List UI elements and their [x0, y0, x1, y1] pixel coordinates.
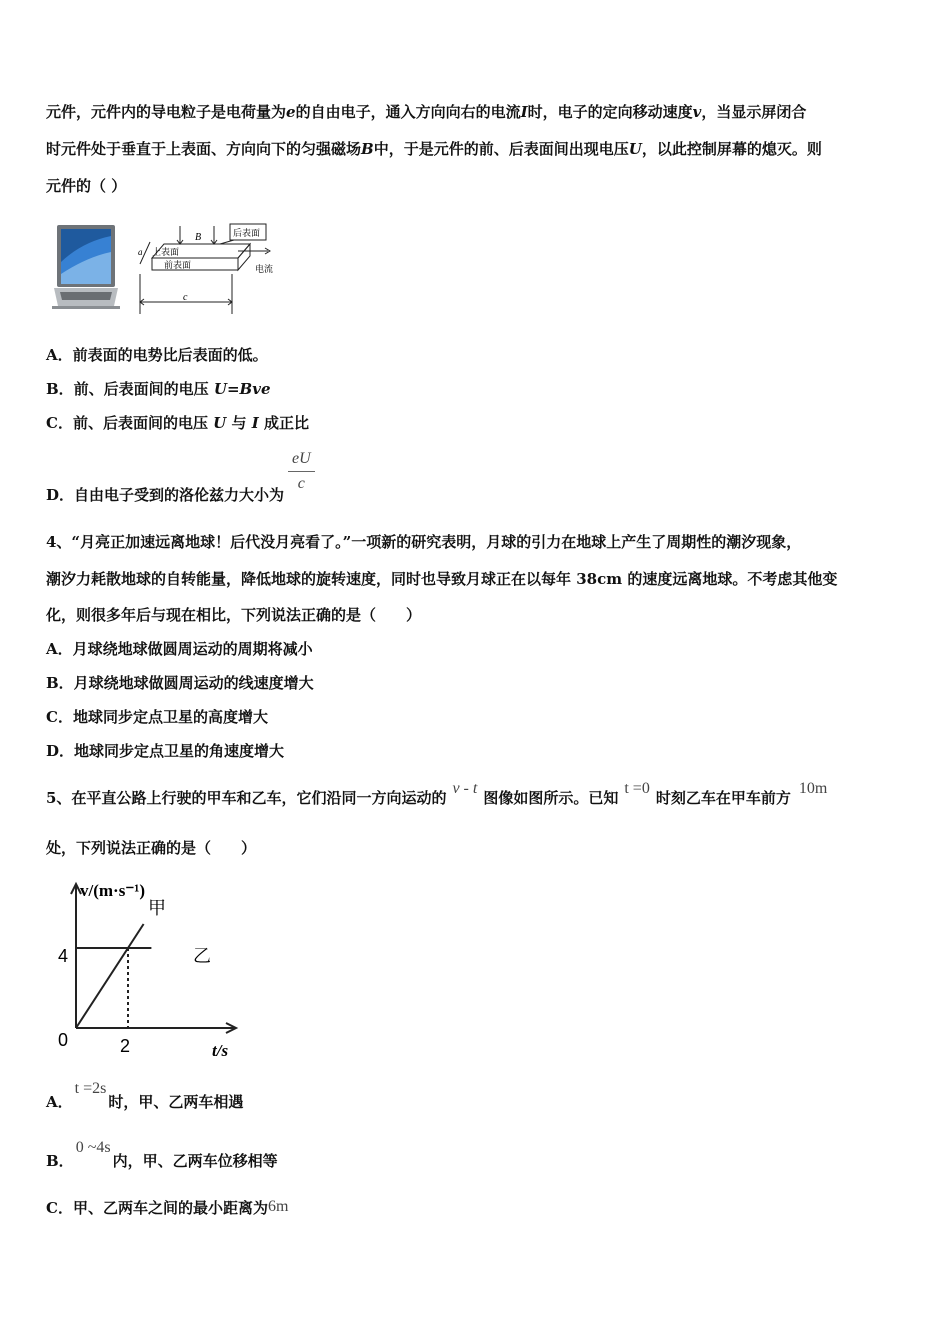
laptop-icon	[52, 225, 120, 309]
q5-line-2: 处，下列说法正确的是（ ）	[46, 839, 257, 857]
vt-graph-svg	[52, 874, 252, 1064]
text: 图像如图所示。已知	[483, 789, 619, 807]
text: ，以此控制屏幕的熄灭。则	[641, 140, 822, 158]
q3-option-a: A．前表面的电势比后表面的低。	[46, 346, 268, 364]
x-axis-label: t/s	[212, 1041, 229, 1060]
label-c: c	[183, 292, 188, 303]
text: D．自由电子受到的洛伦兹力大小为	[46, 485, 285, 504]
denominator: c	[297, 475, 305, 492]
q4-line-2: 潮汐力耗散地球的自转能量，降低地球的旋转速度，同时也导致月球正在以每年 38cm 的速度远离地球。不考虑其他变	[46, 570, 838, 588]
q3-option-d	[46, 447, 315, 504]
numerator: eU	[288, 449, 315, 472]
label-B: B	[195, 232, 202, 243]
label-back-surface: 后表面	[233, 229, 261, 239]
q4-line-1: 4、“月亮正加速远离地球！后代没月亮看了。”一项新的研究表明，月球的引力在地球上产生了周期性的潮汐现象，	[46, 533, 802, 551]
series-label-jia: 甲	[148, 898, 166, 919]
math-t0: t =0	[624, 780, 650, 797]
text: 元件，元件内的导电粒子是电荷量为	[46, 103, 287, 121]
q3-option-c	[46, 413, 309, 433]
math-t-2s: t =2s	[74, 1080, 107, 1097]
q5-option-a	[46, 1080, 244, 1113]
label-current: 电流	[255, 265, 274, 275]
q4-option-b: B．月球绕地球做圆周运动的线速度增大	[46, 674, 314, 692]
math-10m: 10m	[798, 780, 828, 797]
q5-option-b	[46, 1139, 278, 1172]
y-tick-label: 4	[58, 946, 69, 966]
text: B．	[46, 1152, 74, 1170]
q4-option-c: C．地球同步定点卫星的高度增大	[46, 708, 268, 726]
origin-label: 0	[58, 1030, 69, 1050]
series-label-yi: 乙	[193, 946, 211, 967]
math-vt: v - t	[452, 780, 478, 797]
text: 与	[226, 414, 252, 432]
var-U: U	[213, 414, 227, 432]
var-v: v	[692, 103, 702, 121]
text: 5、在平直公路上行驶的甲车和乙车，它们沿同一方向运动的	[46, 789, 447, 807]
label-top-surface: 上表面	[152, 248, 180, 258]
text: 时元件处于垂直于上表面、方向向下的匀强磁场	[46, 140, 362, 158]
text: 时，甲、乙两车相遇	[108, 1093, 244, 1111]
q4-option-a: A．月球绕地球做圆周运动的周期将减小	[46, 640, 313, 658]
text: 的自由电子，通入方向向右的电流	[295, 103, 521, 121]
x-tick-label: 2	[120, 1036, 131, 1056]
var-U: U	[628, 140, 642, 158]
math-6m: 6m	[267, 1198, 289, 1215]
text: 成正比	[258, 414, 309, 432]
vt-graph	[52, 874, 252, 1064]
text: A．	[46, 1093, 73, 1111]
q3-option-b	[46, 379, 271, 399]
q3-line-2	[46, 139, 822, 159]
y-axis-label: v/(m·s⁻¹)	[80, 881, 146, 900]
hall-element-figure	[52, 222, 282, 317]
vt-marks	[76, 924, 151, 1028]
text: B．前、后表面间的电压	[46, 380, 214, 398]
q3-line-1	[46, 102, 806, 122]
text: 中，于是元件的前、后表面间出现电压	[373, 140, 629, 158]
series-line-jia	[76, 924, 144, 1028]
label-front-surface: 前表面	[164, 261, 192, 271]
q5-line-1	[46, 780, 828, 809]
math-0-4s: 0 ~4s	[75, 1139, 111, 1156]
text: 时刻乙车在甲车前方	[655, 789, 791, 807]
fraction-eU-over-c	[288, 449, 315, 494]
text: C．甲、乙两车之间的最小距离为	[46, 1199, 268, 1217]
var-B: B	[361, 140, 374, 158]
var-I: I	[251, 414, 259, 432]
var-I: I	[520, 103, 528, 121]
q3-line-3: 元件的（ ）	[46, 177, 127, 195]
hall-figure-svg	[52, 222, 282, 317]
label-a: a	[138, 247, 143, 257]
text: 内，甲、乙两车位移相等	[112, 1152, 278, 1170]
text: C．前、后表面间的电压	[46, 414, 214, 432]
q4-option-d: D．地球同步定点卫星的角速度增大	[46, 742, 285, 760]
q5-option-c	[46, 1198, 288, 1219]
var-e: e	[286, 103, 296, 121]
text: 时，电子的定向移动速度	[527, 103, 693, 121]
text: ，当显示屏闭合	[701, 103, 807, 121]
q4-line-3: 化，则很多年后与现在相比，下列说法正确的是（ ）	[46, 606, 422, 624]
formula: U=Bve	[213, 380, 271, 398]
